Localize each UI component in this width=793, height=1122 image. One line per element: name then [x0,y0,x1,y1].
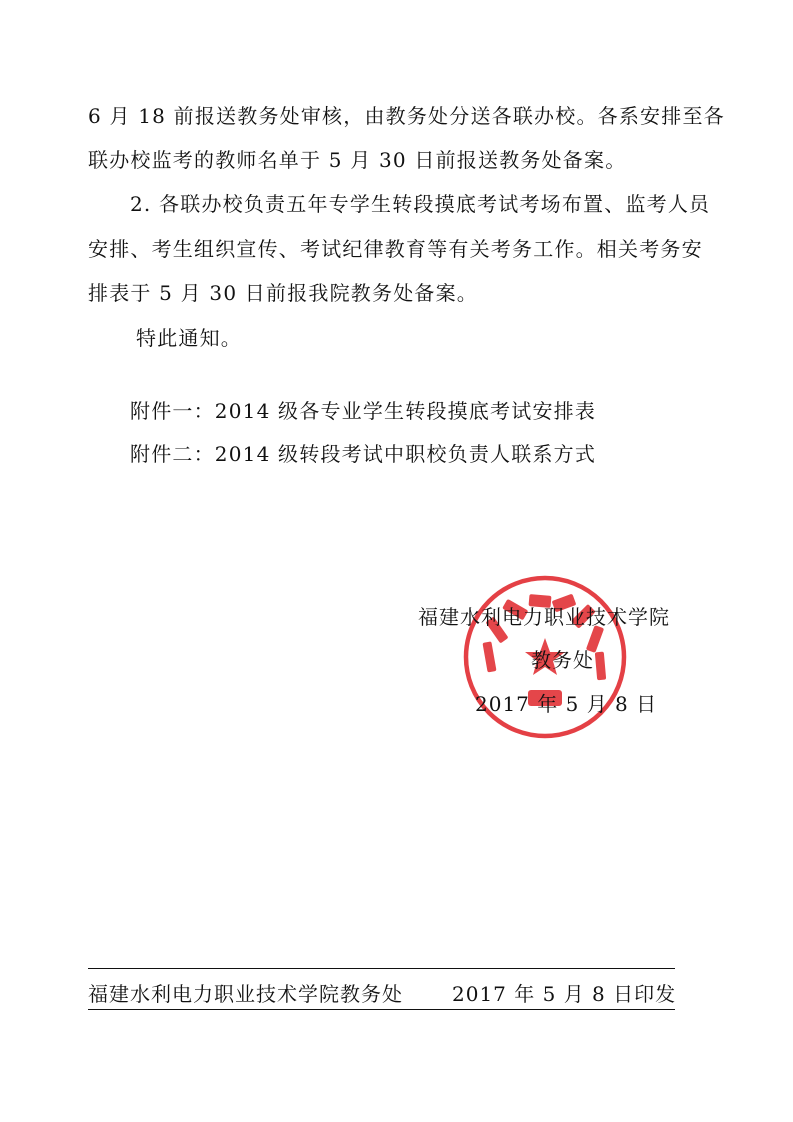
footer-bottom-rule [88,1009,675,1010]
signature-dept: 教务处 [531,648,594,672]
body-line-5: 排表于 5 月 30 日前报我院教务处备案。 [88,281,479,305]
footer-issuer: 福建水利电力职业技术学院教务处 [88,982,403,1006]
signature-org: 福建水利电力职业技术学院 [418,605,670,629]
signature-date: 2017 年 5 月 8 日 [475,692,658,716]
body-line-3: 2. 各联办校负责五年专学生转段摸底考试考场布置、监考人员 [130,192,711,216]
body-line-2: 联办校监考的教师名单于 5 月 30 日前报送教务处备案。 [88,148,627,172]
footer-issue-date: 2017 年 5 月 8 日印发 [452,982,677,1006]
closing-line: 特此通知。 [136,326,242,350]
body-line-4: 安排、考生组织宣传、考试纪律教育等有关考务工作。相关考务安 [88,237,703,261]
footer-top-rule [88,968,675,969]
attachment-1: 附件一：2014 级各专业学生转段摸底考试安排表 [130,399,597,423]
body-line-1: 6 月 18 前报送教务处审核，由教务处分送各联办校。各系安排至各 [88,104,725,128]
attachment-2: 附件二：2014 级转段考试中职校负责人联系方式 [130,442,597,466]
